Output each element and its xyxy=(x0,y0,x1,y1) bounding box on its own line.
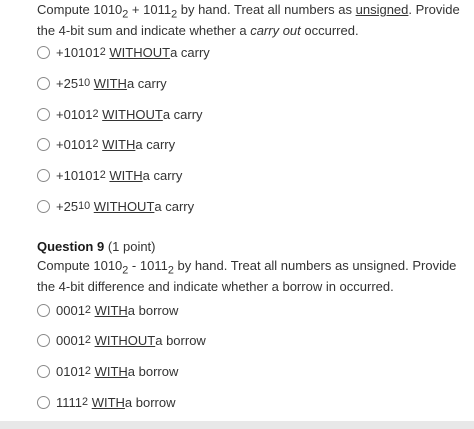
radio-button[interactable] xyxy=(37,396,50,409)
question-8-prompt: Compute $1010_2 + 1011_2$ by hand. Treat all numbers as unsigned. Provide the 4-bit sum and indicate whether a carry out occurred. xyxy=(37,2,460,38)
q8-option-2[interactable]: +25 10 WITH a carry xyxy=(37,75,167,91)
radio-button[interactable] xyxy=(37,304,50,317)
q9-option-3[interactable]: 0101 2 WITH a borrow xyxy=(37,363,178,379)
q8-option-1[interactable]: +10101 2 WITHOUT a carry xyxy=(37,44,210,60)
question-9-prompt: Compute $1010_2 - 1011_2$ by hand. Treat all numbers as unsigned. Provide the 4-bit difference and indicate whether a borrow in occurred. xyxy=(37,258,457,294)
q8-option-6[interactable]: +25 10 WITHOUT a carry xyxy=(37,198,194,214)
q9-option-4[interactable]: 1111 2 WITH a borrow xyxy=(37,394,175,410)
radio-button[interactable] xyxy=(37,334,50,347)
radio-button[interactable] xyxy=(37,77,50,90)
q8-option-5[interactable]: +10101 2 WITH a carry xyxy=(37,167,182,183)
question-9-heading: Question 9 (1 point) xyxy=(37,239,156,254)
q8-option-3[interactable]: +0101 2 WITHOUT a carry xyxy=(37,106,203,122)
radio-button[interactable] xyxy=(37,200,50,213)
radio-button[interactable] xyxy=(37,108,50,121)
radio-button[interactable] xyxy=(37,46,50,59)
q9-option-2[interactable]: 0001 2 WITHOUT a borrow xyxy=(37,332,206,348)
footer-divider xyxy=(0,421,474,429)
q8-option-4[interactable]: +0101 2 WITH a carry xyxy=(37,136,175,152)
radio-button[interactable] xyxy=(37,365,50,378)
q9-option-1[interactable]: 0001 2 WITH a borrow xyxy=(37,302,178,318)
radio-button[interactable] xyxy=(37,138,50,151)
radio-button[interactable] xyxy=(37,169,50,182)
